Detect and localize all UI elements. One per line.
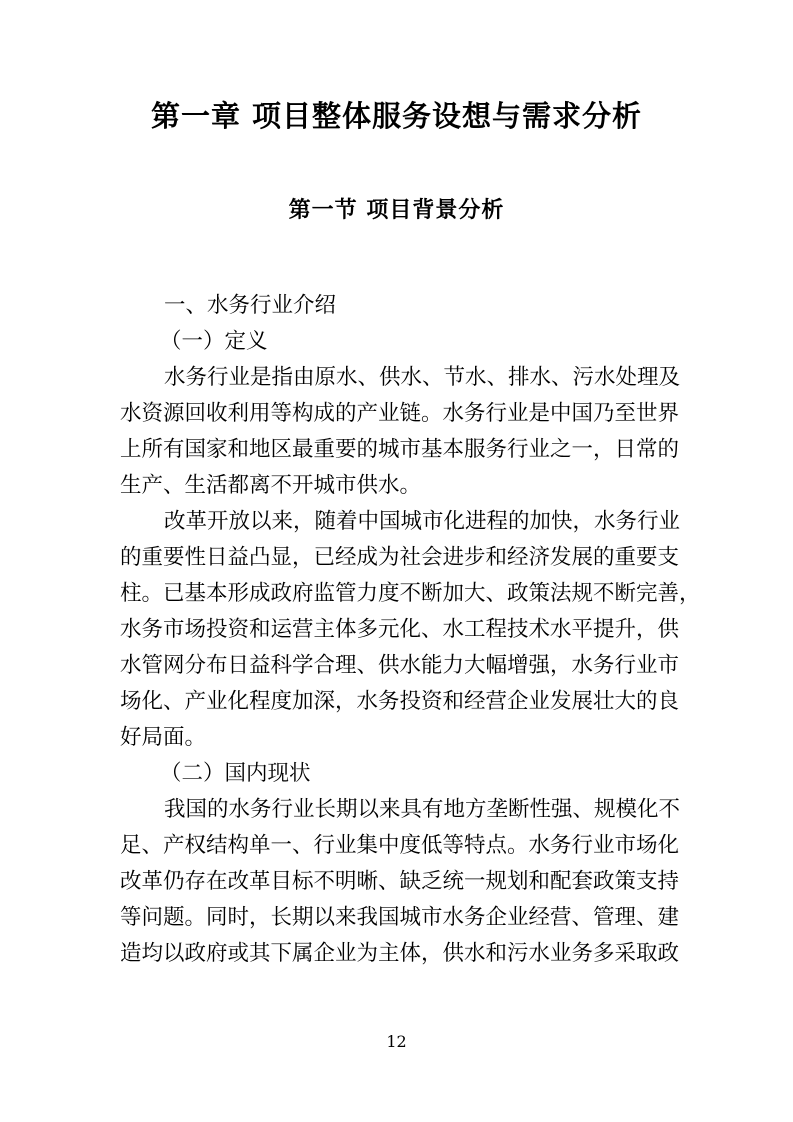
paragraph-line: 改革仍存在改革目标不明晰、缺乏统一规划和配套政策支持 xyxy=(120,869,680,894)
chapter-title: 第一章 项目整体服务设想与需求分析 xyxy=(150,99,643,133)
paragraph-reform xyxy=(120,504,701,756)
page-number: 12 xyxy=(386,1032,407,1051)
subheading-domestic-status: （二）国内现状 xyxy=(160,761,311,786)
body-text xyxy=(120,288,701,972)
paragraph-line: 柱。已基本形成政府监管力度不断加大、政策法规不断完善， xyxy=(120,581,701,606)
paragraph-line: 改革开放以来，随着中国城市化进程的加快，水务行业 xyxy=(164,509,681,534)
paragraph-line: 场化、产业化程度加深，水务投资和经营企业发展壮大的良 xyxy=(120,689,680,714)
paragraph-line: 好局面。 xyxy=(120,725,207,750)
subheading-definition: （一）定义 xyxy=(160,329,268,354)
paragraph-definition xyxy=(120,360,680,504)
heading-water-industry-intro: 一、水务行业介绍 xyxy=(164,293,337,318)
paragraph-line: 水务市场投资和运营主体多元化、水工程技术水平提升，供 xyxy=(120,617,680,642)
paragraph-domestic-status xyxy=(120,792,680,972)
paragraph-line: 我国的水务行业长期以来具有地方垄断性强、规模化不 xyxy=(164,797,681,822)
paragraph-line: 水务行业是指由原水、供水、节水、排水、污水处理及 xyxy=(164,365,681,390)
paragraph-line: 水资源回收利用等构成的产业链。水务行业是中国乃至世界 xyxy=(120,401,680,426)
paragraph-line: 上所有国家和地区最重要的城市基本服务行业之一，日常的 xyxy=(120,437,680,462)
paragraph-line: 水管网分布日益科学合理、供水能力大幅增强，水务行业市 xyxy=(120,653,680,678)
paragraph-line: 足、产权结构单一、行业集中度低等特点。水务行业市场化 xyxy=(120,833,680,858)
paragraph-line: 等问题。同时，长期以来我国城市水务企业经营、管理、建 xyxy=(120,905,680,930)
paragraph-line: 生产、生活都离不开城市供水。 xyxy=(120,473,422,498)
section-title: 第一节 项目背景分析 xyxy=(288,198,505,223)
paragraph-line: 的重要性日益凸显，已经成为社会进步和经济发展的重要支 xyxy=(120,545,680,570)
paragraph-line: 造均以政府或其下属企业为主体，供水和污水业务多采取政 xyxy=(120,941,680,966)
